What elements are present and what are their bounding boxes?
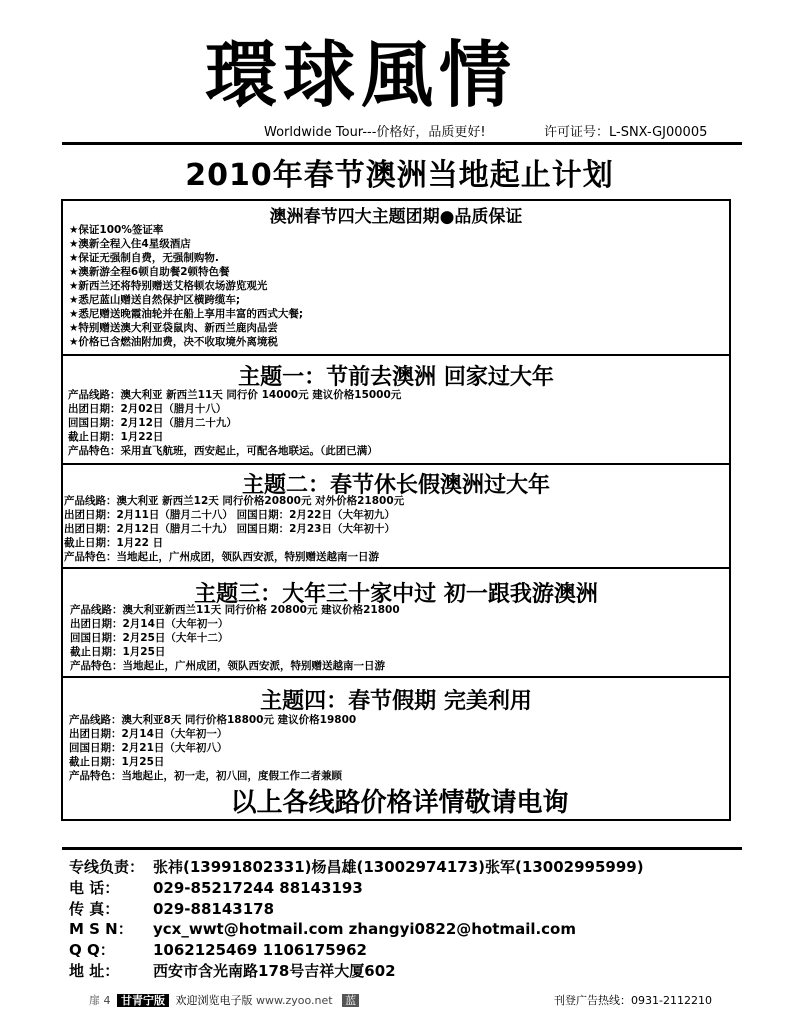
intro-heading: 澳洲春节四大主题团期●品质保证 bbox=[269, 207, 523, 227]
contact-msn bbox=[69, 918, 576, 939]
theme-4-line: 截止日期：1月25日 bbox=[69, 756, 165, 768]
intro-bullet: ★价格已含燃油附加费，决不收取境外离境税 bbox=[69, 336, 278, 348]
theme-4-line: 出团日期：2月14日（大年初一） bbox=[69, 728, 228, 740]
intro-bullet: ★悉尼蓝山赠送自然保护区横跨缆车; bbox=[69, 294, 241, 306]
color-tag: 蓝 bbox=[342, 994, 359, 1007]
theme-2-line: 产品特色：当地起止，广州成团，领队西安派，特别赠送越南一日游 bbox=[64, 551, 379, 563]
footer-left bbox=[89, 992, 359, 1008]
contact-label: 电 话： bbox=[69, 879, 120, 897]
intro-bullet: ★保证无强制自费，无强制购物. bbox=[69, 252, 219, 264]
contact-label: 地 址： bbox=[69, 962, 120, 980]
intro-bullet: ★保证100%签证率 bbox=[69, 224, 164, 236]
theme-1-line: 产品线路：澳大利亚 新西兰11天 同行价 14000元 建议价格15000元 bbox=[68, 389, 402, 401]
contact-qq bbox=[69, 939, 367, 960]
intro-bullet: ★澳新游全程6顿自助餐2顿特色餐 bbox=[69, 266, 230, 278]
theme-3-heading: 主题三：大年三十家中过 初一跟我游澳洲 bbox=[194, 582, 598, 607]
theme-1-section bbox=[61, 356, 731, 465]
contact-fax bbox=[69, 898, 274, 919]
edition-badge: 甘青宁版 bbox=[117, 994, 169, 1007]
license-number: 许可证号：L-SNX-GJ00005 bbox=[544, 125, 708, 140]
contact-manager bbox=[69, 856, 644, 877]
theme-3-line: 截止日期：1月25日 bbox=[70, 646, 166, 658]
contact-divider bbox=[62, 847, 742, 850]
page-title: 2010年春节澳洲当地起止计划 bbox=[185, 158, 614, 193]
theme-2-section bbox=[61, 465, 731, 569]
page-footer bbox=[0, 992, 799, 1012]
masthead-logo: 環球風情 bbox=[205, 32, 518, 117]
theme-1-line: 产品特色：采用直飞航班，西安起止，可配各地联运。（此团已满） bbox=[68, 445, 378, 457]
intro-section bbox=[61, 199, 731, 356]
tagline: Worldwide Tour---价格好，品质更好! bbox=[264, 125, 486, 140]
intro-bullet: ★澳新全程入住4星级酒店 bbox=[69, 238, 191, 250]
theme-4-line: 产品特色：当地起止，初一走，初八回，度假工作二者兼顾 bbox=[69, 770, 342, 782]
contact-value: 029-85217244 88143193 bbox=[153, 879, 363, 897]
theme-4-line: 产品线路：澳大利亚8天 同行价格18800元 建议价格19800 bbox=[69, 714, 357, 726]
contact-address bbox=[69, 960, 396, 981]
theme-2-line: 出团日期：2月12日（腊月二十九） 回国日期：2月23日（大年初十） bbox=[64, 523, 395, 535]
theme-1-line: 截止日期：1月22日 bbox=[68, 431, 164, 443]
theme-2-line: 出团日期：2月11日（腊月二十八） 回国日期：2月22日（大年初九） bbox=[64, 509, 395, 521]
header-divider bbox=[62, 142, 742, 145]
theme-1-line: 回国日期：2月12日（腊月二十九） bbox=[68, 417, 237, 429]
theme-1-line: 出团日期：2月02日（腊月十八） bbox=[68, 403, 227, 415]
contact-value: 029-88143178 bbox=[153, 900, 275, 918]
theme-2-heading: 主题二：春节休长假澳洲过大年 bbox=[241, 473, 550, 498]
intro-bullet: ★特别赠送澳大利亚袋鼠肉、新西兰鹿肉品尝 bbox=[69, 322, 278, 334]
theme-2-line: 截止日期：1月22 日 bbox=[64, 537, 164, 549]
theme-2-line: 产品线路：澳大利亚 新西兰12天 同行价格20800元 对外价格21800元 bbox=[64, 495, 405, 507]
page-number: 扉 4 bbox=[89, 994, 111, 1007]
theme-4-heading: 主题四：春节假期 完美利用 bbox=[260, 689, 532, 714]
contact-label: Q Q： bbox=[69, 941, 115, 959]
contact-value: 西安市含光南路178号吉祥大厦602 bbox=[153, 962, 396, 980]
intro-bullet: ★新西兰还将特别赠送艾格顿农场游览观光 bbox=[69, 280, 268, 292]
closing-note: 以上各线路价格详情敬请电询 bbox=[230, 788, 569, 818]
contact-label: M S N： bbox=[69, 920, 133, 938]
theme-1-heading: 主题一：节前去澳洲 回家过大年 bbox=[238, 365, 554, 390]
theme-3-line: 回国日期：2月25日（大年十二） bbox=[70, 632, 229, 644]
contact-label: 传 真： bbox=[69, 900, 120, 918]
theme-3-line: 产品特色：当地起止，广州成团，领队西安派，特别赠送越南一日游 bbox=[70, 660, 385, 672]
contact-label: 专线负责： bbox=[69, 858, 145, 876]
theme-3-line: 出团日期：2月14日（大年初一） bbox=[70, 618, 229, 630]
intro-bullet: ★悉尼赠送晚霞油轮并在船上享用丰富的西式大餐; bbox=[69, 308, 304, 320]
contact-value: 1062125469 1106175962 bbox=[153, 941, 367, 959]
theme-3-section bbox=[61, 569, 731, 678]
browse-text: 欢迎浏览电子版 bbox=[175, 994, 253, 1007]
contact-value: ycx_wwt@hotmail.com zhangyi0822@hotmail.com bbox=[153, 920, 576, 938]
theme-3-line: 产品线路：澳大利亚新西兰11天 同行价格 20800元 建议价格21800 bbox=[70, 604, 400, 616]
website-text: www.zyoo.net bbox=[256, 994, 333, 1007]
contact-value: 张祎(13991802331)杨昌雄(13002974173)张军(13002995999) bbox=[153, 858, 644, 876]
theme-4-line: 回国日期：2月21日（大年初八） bbox=[69, 742, 228, 754]
ad-hotline: 刊登广告热线：0931-2112210 bbox=[554, 994, 712, 1007]
contact-phone bbox=[69, 877, 363, 898]
